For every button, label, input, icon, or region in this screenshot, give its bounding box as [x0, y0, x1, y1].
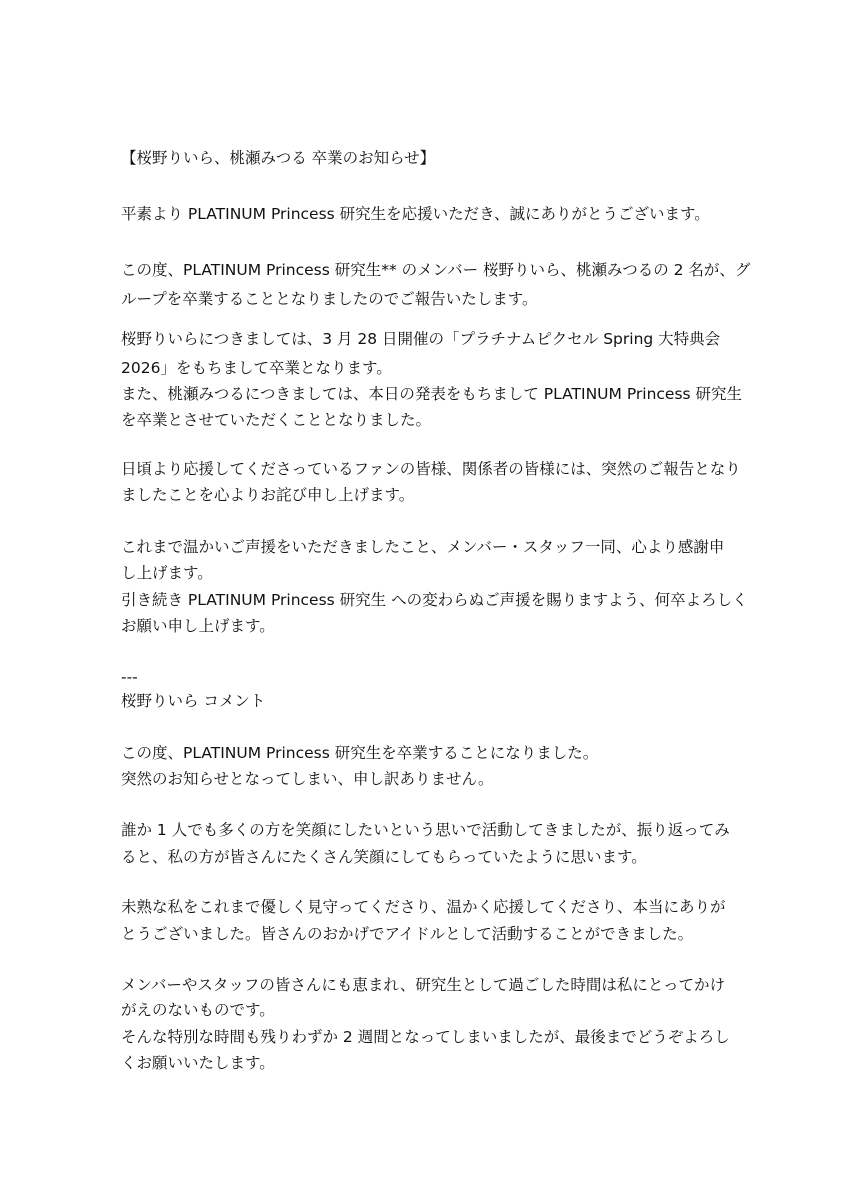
comment-line: ると、私の方が皆さんにたくさん笑顔にしてもらっていたように思います。: [121, 848, 647, 866]
paragraph-line: を卒業とさせていただくこととなりました。: [121, 411, 432, 429]
comment-heading: 桜野りいら コメント: [121, 692, 266, 710]
paragraph-line: 引き続き PLATINUM Princess 研究生 への変わらぬご声援を賜りますよう、何卒よろしく: [121, 591, 748, 609]
paragraph-line: ましたことを心よりお詫び申し上げます。: [121, 486, 415, 504]
comment-line: この度、PLATINUM Princess 研究生を卒業することになりました。: [121, 744, 599, 762]
paragraph-line: これまで温かいご声援をいただきましたこと、メンバー・スタッフ一同、心より感謝申: [121, 538, 725, 556]
paragraph-line: ループを卒業することとなりましたのでご報告いたします。: [121, 290, 538, 308]
paragraph-line: また、桃瀬みつるにつきましては、本日の発表をもちまして PLATINUM Princess 研究生: [121, 385, 743, 403]
paragraph-line: この度、PLATINUM Princess 研究生** のメンバー 桜野りいら、桃瀬みつるの 2 名が、グ: [121, 261, 751, 279]
comment-line: 未熟な私をこれまで優しく見守ってくださり、温かく応援してくださり、本当にありが: [121, 898, 726, 916]
comment-line: がえのないものです。: [121, 1001, 275, 1019]
paragraph-line: 2026」をもちまして卒業となります。: [121, 359, 392, 377]
paragraph-line: お願い申し上げます。: [121, 617, 275, 635]
document-title: 【桜野りいら、桃瀬みつる 卒業のお知らせ】: [121, 149, 436, 167]
comment-line: 突然のお知らせとなってしまい、申し訳ありません。: [121, 770, 494, 788]
comment-line: くお願いいたします。: [121, 1054, 275, 1072]
comment-line: とうございました。皆さんのおかげでアイドルとして活動することができました。: [121, 925, 694, 943]
paragraph-line: し上げます。: [121, 564, 213, 582]
separator: ---: [121, 668, 138, 686]
comment-line: メンバーやスタッフの皆さんにも恵まれ、研究生として過ごした時間は私にとってかけ: [121, 976, 726, 994]
comment-line: 誰か 1 人でも多くの方を笑顔にしたいという思いで活動してきましたが、振り返ってみ: [121, 821, 730, 839]
paragraph-line: 桜野りいらにつきましては、3 月 28 日開催の「プラチナムピクセル Spring 大特典会: [121, 330, 721, 348]
paragraph-line: 日頃より応援してくださっているファンの皆様、関係者の皆様には、突然のご報告となり: [121, 460, 741, 478]
intro-line: 平素より PLATINUM Princess 研究生を応援いただき、誠にありがとうございます。: [121, 205, 710, 223]
comment-line: そんな特別な時間も残りわずか 2 週間となってしまいましたが、最後までどうぞよろし: [121, 1028, 730, 1046]
